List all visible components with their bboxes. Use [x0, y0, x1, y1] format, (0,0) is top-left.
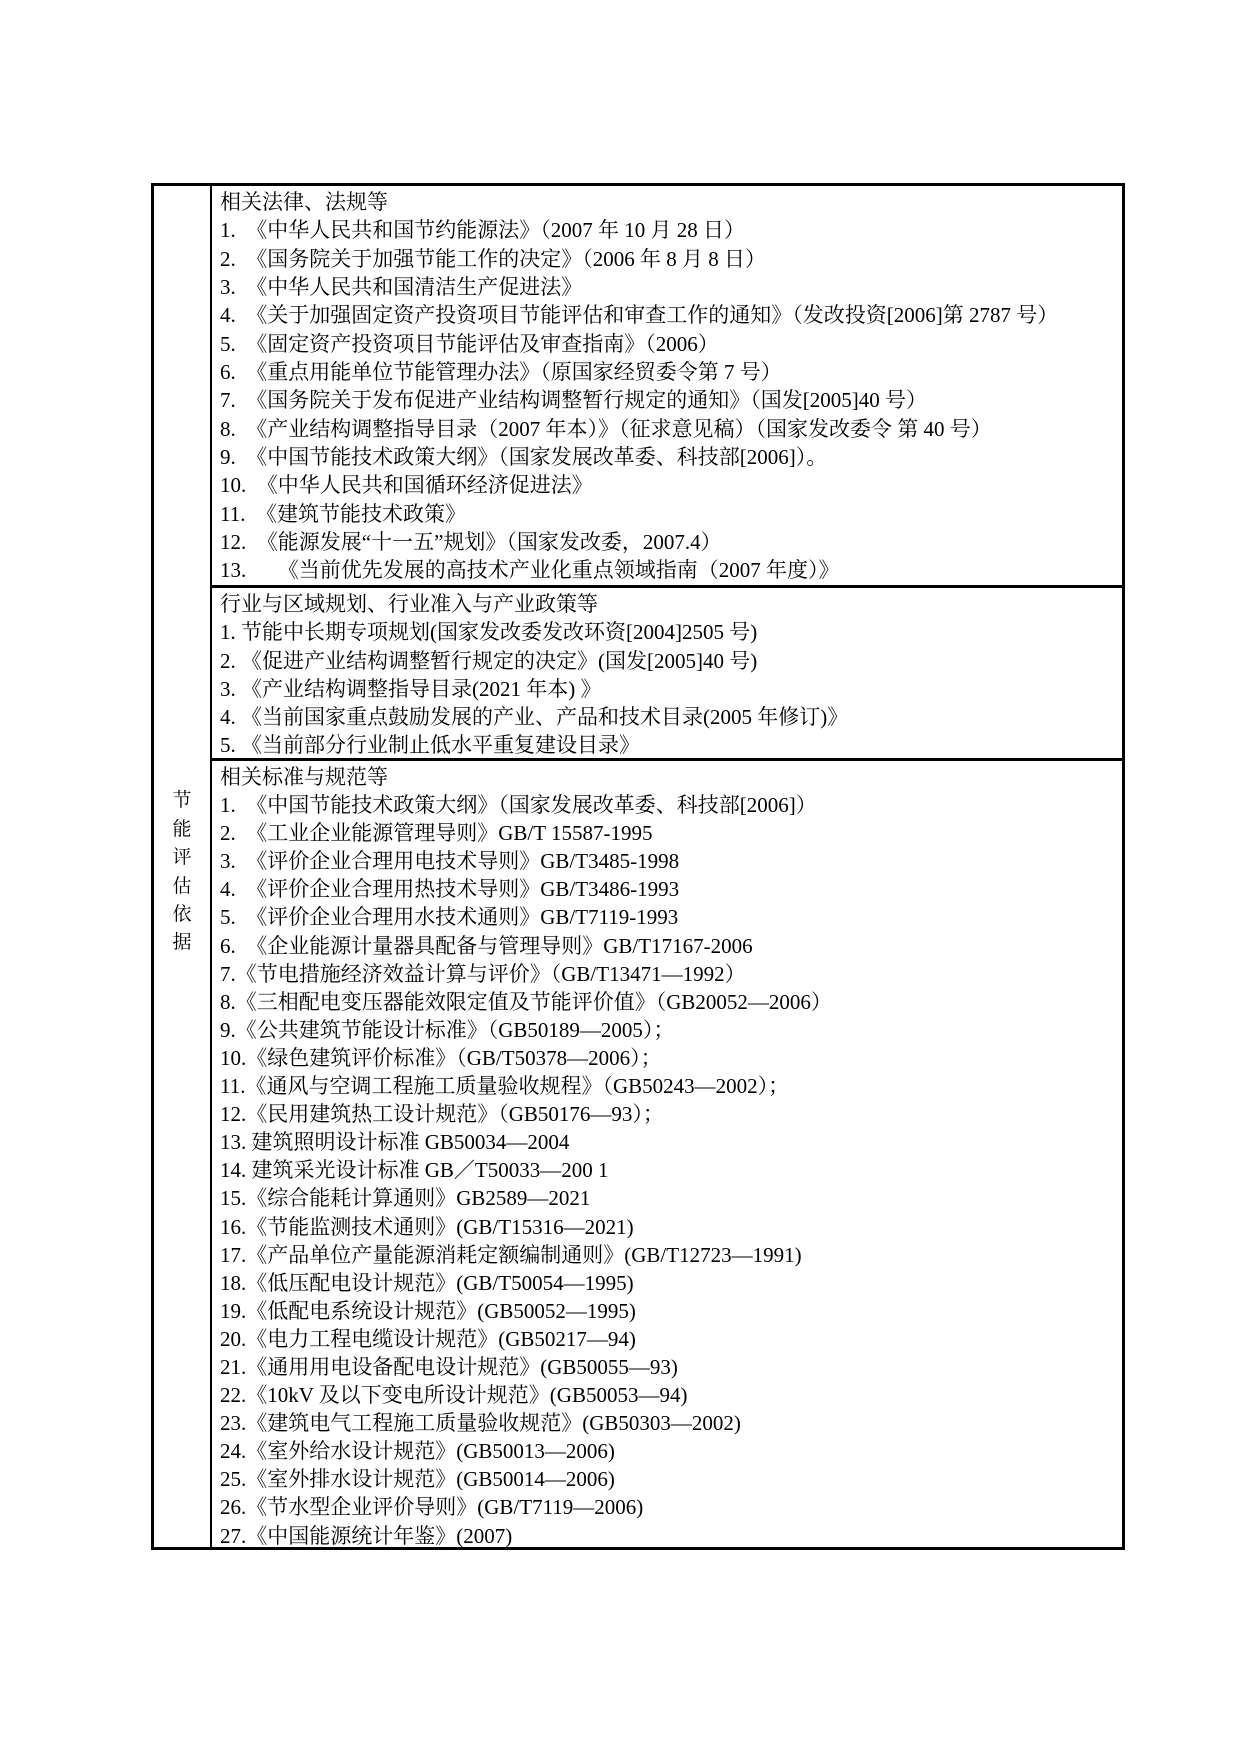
list-item: 20.《电力工程电缆设计规范》(GB50217—94) [220, 1326, 636, 1351]
list-item: 6. 《重点用能单位节能管理办法》（原国家经贸委令第 7 号） [220, 360, 782, 385]
list-item: 7. 《国务院关于发布促进产业结构调整暂行规定的通知》（国发[2005]40 号） [220, 388, 927, 413]
section-title: 行业与区域规划、行业准入与产业政策等 [220, 592, 598, 616]
list-item: 9.《公共建筑节能设计标准》（GB50189—2005）； [220, 1017, 675, 1042]
row-header-char: 节 [172, 790, 192, 812]
list-item: 3. 《评价企业合理用电技术导则》GB/T3485-1998 [220, 849, 680, 874]
row-header-char: 据 [172, 932, 192, 954]
row-header-energy-assessment-basis [154, 186, 212, 1547]
section-industry-policies [212, 585, 1122, 758]
list-item: 1. 节能中长期专项规划(国家发改委发改环资[2004]2505 号) [220, 620, 758, 645]
list-item: 2. 《国务院关于加强节能工作的决定》（2006 年 8 月 8 日） [220, 246, 766, 271]
assessment-basis-table [151, 183, 1125, 1550]
list-item: 8. 《产业结构调整指导目录（2007 年本）》（征求意见稿）（国家发改委令 第 40 号） [220, 416, 992, 441]
list-item: 11. 《建筑节能技术政策》 [220, 501, 466, 526]
row-header-char: 能 [172, 818, 192, 840]
list-item: 6. 《企业能源计量器具配备与管理导则》GB/T17167-2006 [220, 933, 753, 958]
list-item: 16.《节能监测技术通则》(GB/T15316—2021) [220, 1214, 634, 1239]
section-standards-norms [212, 758, 1122, 1547]
row-header-char: 依 [172, 903, 192, 925]
list-item: 2. 《工业企业能源管理导则》GB/T 15587-1995 [220, 821, 653, 846]
list-item: 9. 《中国节能技术政策大纲》（国家发展改革委、科技部[2006]）。 [220, 445, 828, 470]
list-item: 12.《民用建筑热工设计规范》（GB50176—93）； [220, 1102, 664, 1127]
list-item: 18.《低压配电设计规范》(GB/T50054—1995) [220, 1270, 634, 1295]
list-item: 10.《绿色建筑评价标准》（GB/T50378—2006）； [220, 1045, 662, 1070]
list-item: 3. 《中华人民共和国清洁生产促进法》 [220, 275, 583, 300]
list-item: 27.《中国能源统计年鉴》(2007) [220, 1523, 513, 1547]
list-item: 21.《通用用电设备配电设计规范》(GB50055—93) [220, 1354, 678, 1379]
section-laws-regulations [212, 186, 1122, 585]
list-item: 4. 《关于加强固定资产投资项目节能评估和审查工作的通知》（发改投资[2006]第 2787 号） [220, 303, 1059, 328]
row-header-char: 估 [172, 875, 192, 897]
list-item: 11.《通风与空调工程施工质量验收规程》（GB50243—2002）； [220, 1074, 790, 1099]
list-item: 8.《三相配电变压器能效限定值及节能评价值》（GB20052—2006） [220, 989, 832, 1014]
list-item: 19.《低配电系统设计规范》(GB50052—1995) [220, 1298, 636, 1323]
list-item: 25.《室外排水设计规范》(GB50014—2006) [220, 1467, 615, 1492]
section-title: 相关标准与规范等 [220, 765, 388, 789]
list-item: 24.《室外给水设计规范》(GB50013—2006) [220, 1439, 615, 1464]
list-item: 4. 《当前国家重点鼓励发展的产业、产品和技术目录(2005 年修订)》 [220, 705, 849, 730]
list-item: 10. 《中华人民共和国循环经济促进法》 [220, 473, 593, 498]
list-item: 1. 《中华人民共和国节约能源法》（2007 年 10 月 28 日） [220, 218, 745, 243]
row-header-char: 评 [172, 847, 192, 869]
list-item: 3. 《产业结构调整指导目录(2021 年本) 》 [220, 676, 602, 701]
list-item: 23.《建筑电气工程施工质量验收规范》(GB50303—2002) [220, 1411, 741, 1436]
list-item: 2. 《促进产业结构调整暂行规定的决定》(国发[2005]40 号) [220, 648, 758, 673]
list-item: 5. 《固定资产投资项目节能评估及审查指南》（2006） [220, 331, 719, 356]
list-item: 1. 《中国节能技术政策大纲》（国家发展改革委、科技部[2006]） [220, 793, 817, 818]
list-item: 7.《节电措施经济效益计算与评价》（GB/T13471—1992） [220, 961, 746, 986]
list-item: 12. 《能源发展“十一五”规划》（国家发改委，2007.4） [220, 530, 722, 555]
list-item: 13. 《当前优先发展的高技术产业化重点领域指南（2007 年度）》 [220, 558, 840, 583]
list-item: 15.《综合能耗计算通则》GB2589—2021 [220, 1186, 591, 1211]
list-item: 17.《产品单位产量能源消耗定额编制通则》(GB/T12723—1991) [220, 1242, 802, 1267]
section-title: 相关法律、法规等 [220, 190, 388, 214]
list-item: 5. 《评价企业合理用水技术通则》GB/T7119-1993 [220, 905, 679, 930]
list-item: 4. 《评价企业合理用热技术导则》GB/T3486-1993 [220, 877, 680, 902]
list-item: 14. 建筑采光设计标准 GB／T50033—200 1 [220, 1158, 609, 1183]
list-item: 22.《10kV 及以下变电所设计规范》(GB50053—94) [220, 1383, 688, 1408]
list-item: 26.《节水型企业评价导则》(GB/T7119—2006) [220, 1495, 644, 1520]
list-item: 5. 《当前部分行业制止低水平重复建设目录》 [220, 733, 640, 758]
list-item: 13. 建筑照明设计标准 GB50034—2004 [220, 1130, 570, 1155]
